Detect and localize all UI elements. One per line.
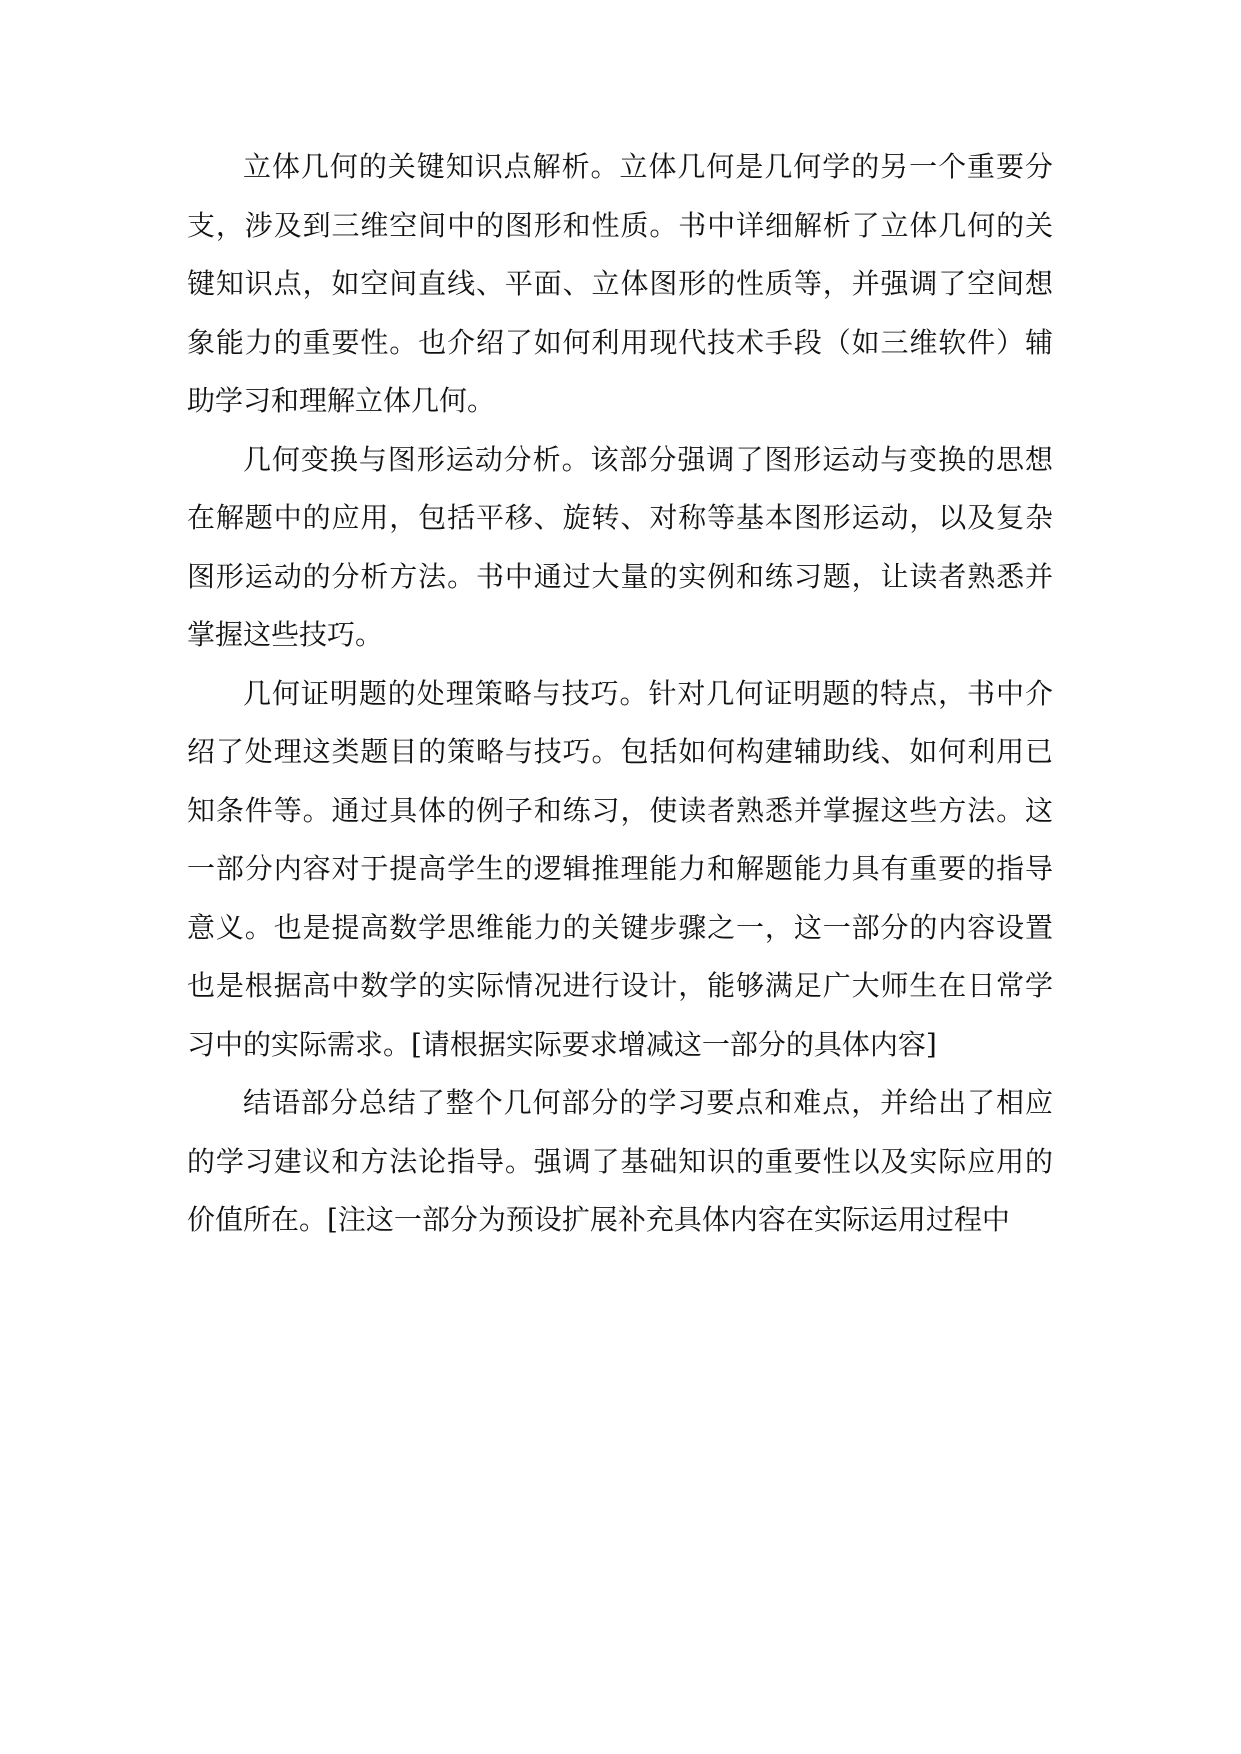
paragraph-conclusion: 结语部分总结了整个几何部分的学习要点和难点，并给出了相应的学习建议和方法论指导。强调了基础知识的重要性以及实际应用的价值所在。[注这一部分为预设扩展补充具体内容在实际运用过程中	[187, 1086, 1053, 1236]
paragraph-solid-geometry: 立体几何的关键知识点解析。立体几何是几何学的另一个重要分支，涉及到三维空间中的图形和性质。书中详细解析了立体几何的关键知识点，如空间直线、平面、立体图形的性质等，并强调了空间想象能力的重要性。也介绍了如何利用现代技术手段（如三维软件）辅助学习和理解立体几何。	[187, 150, 1053, 417]
paragraph-geometric-transformation: 几何变换与图形运动分析。该部分强调了图形运动与变换的思想在解题中的应用，包括平移、旋转、对称等基本图形运动，以及复杂图形运动的分析方法。书中通过大量的实例和练习题，让读者熟悉并掌握这些技巧。	[187, 442, 1053, 651]
paragraph-proof-strategies: 几何证明题的处理策略与技巧。针对几何证明题的特点，书中介绍了处理这类题目的策略与技巧。包括如何构建辅助线、如何利用已知条件等。通过具体的例子和练习，使读者熟悉并掌握这些方法。这一部分内容对于提高学生的逻辑推理能力和解题能力具有重要的指导意义。也是提高数学思维能力的关键步骤之一，这一部分的内容设置也是根据高中数学的实际情况进行设计，能够满足广大师生在日常学习中的实际需求。[请根据实际要求增减这一部分的具体内容]	[187, 676, 1053, 1061]
body-text	[187, 138, 1053, 1250]
